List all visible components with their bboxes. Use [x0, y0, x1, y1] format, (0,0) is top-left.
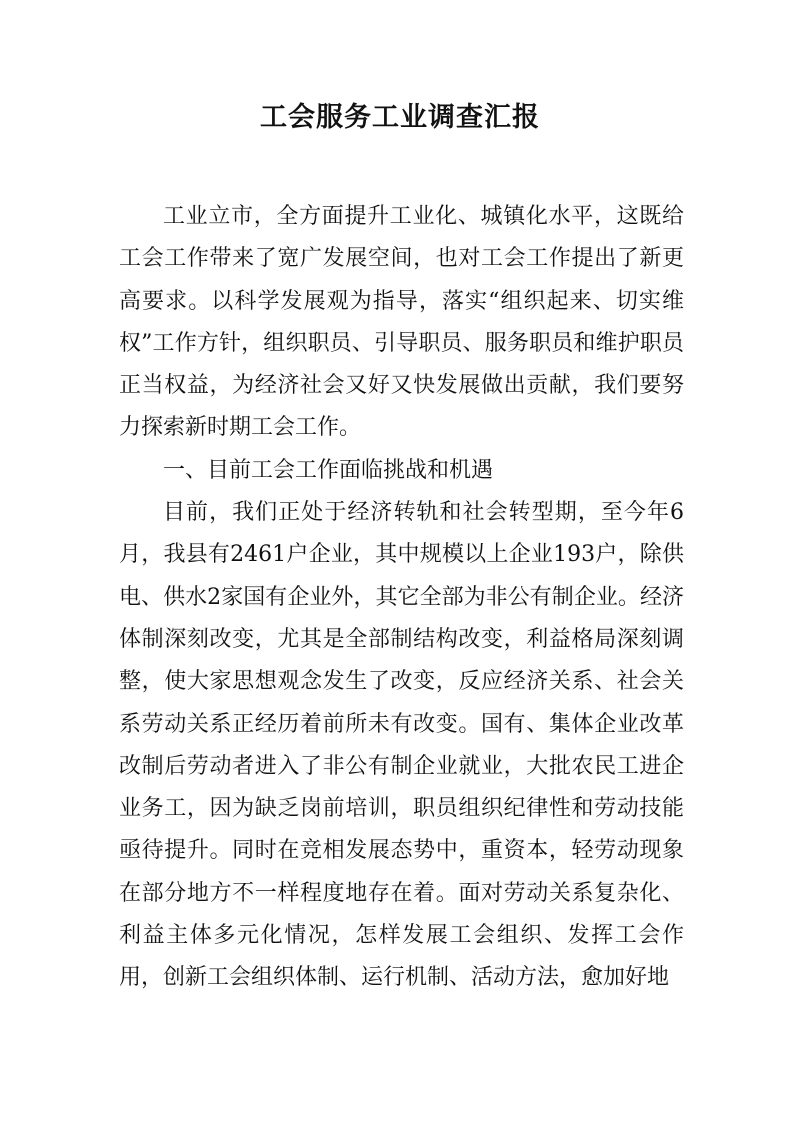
document-body [119, 196, 684, 1000]
section-heading: 一、目前工会工作面临挑战和机遇 [163, 457, 494, 483]
document-title: 工会服务工业调查汇报 [260, 102, 540, 133]
section-paragraph: 目前，我们正处于经济转轨和社会转型期，至今年6月，我县有2461户企业，其中规模以上企业193户，除供电、供水2家国有企业外，其它全部为非公有制企业。经济体制深刻改变，尤其是全部制结构改变，利益格局深刻调整，使大家思想观念发生了改变，反应经济关系、社会关系劳动关系正经历着前所未有改变。国有、集体企业改革改制后劳动者进入了非公有制企业就业，大批农民工进企业务工，因为缺乏岗前培训，职员组织纪律性和劳动技能亟待提升。同时在竞相发展态势中，重资本，轻劳动现象在部分地方不一样程度地存在着。面对劳动关系复杂化、利益主体多元化情况，怎样发展工会组织、发挥工会作用，创新工会组织体制、运行机制、活动方法，愈加好地 [119, 500, 684, 991]
intro-paragraph: 工业立市，全方面提升工业化、城镇化水平，这既给工会工作带来了宽广发展空间，也对工会工作提出了新更高要求。以科学发展观为指导，落实“组织起来、切实维权”工作方针，组织职员、引导职员、服务职员和维护职员正当权益，为经济社会又好又快发展做出贡献，我们要努力探索新时期工会工作。 [119, 204, 684, 441]
